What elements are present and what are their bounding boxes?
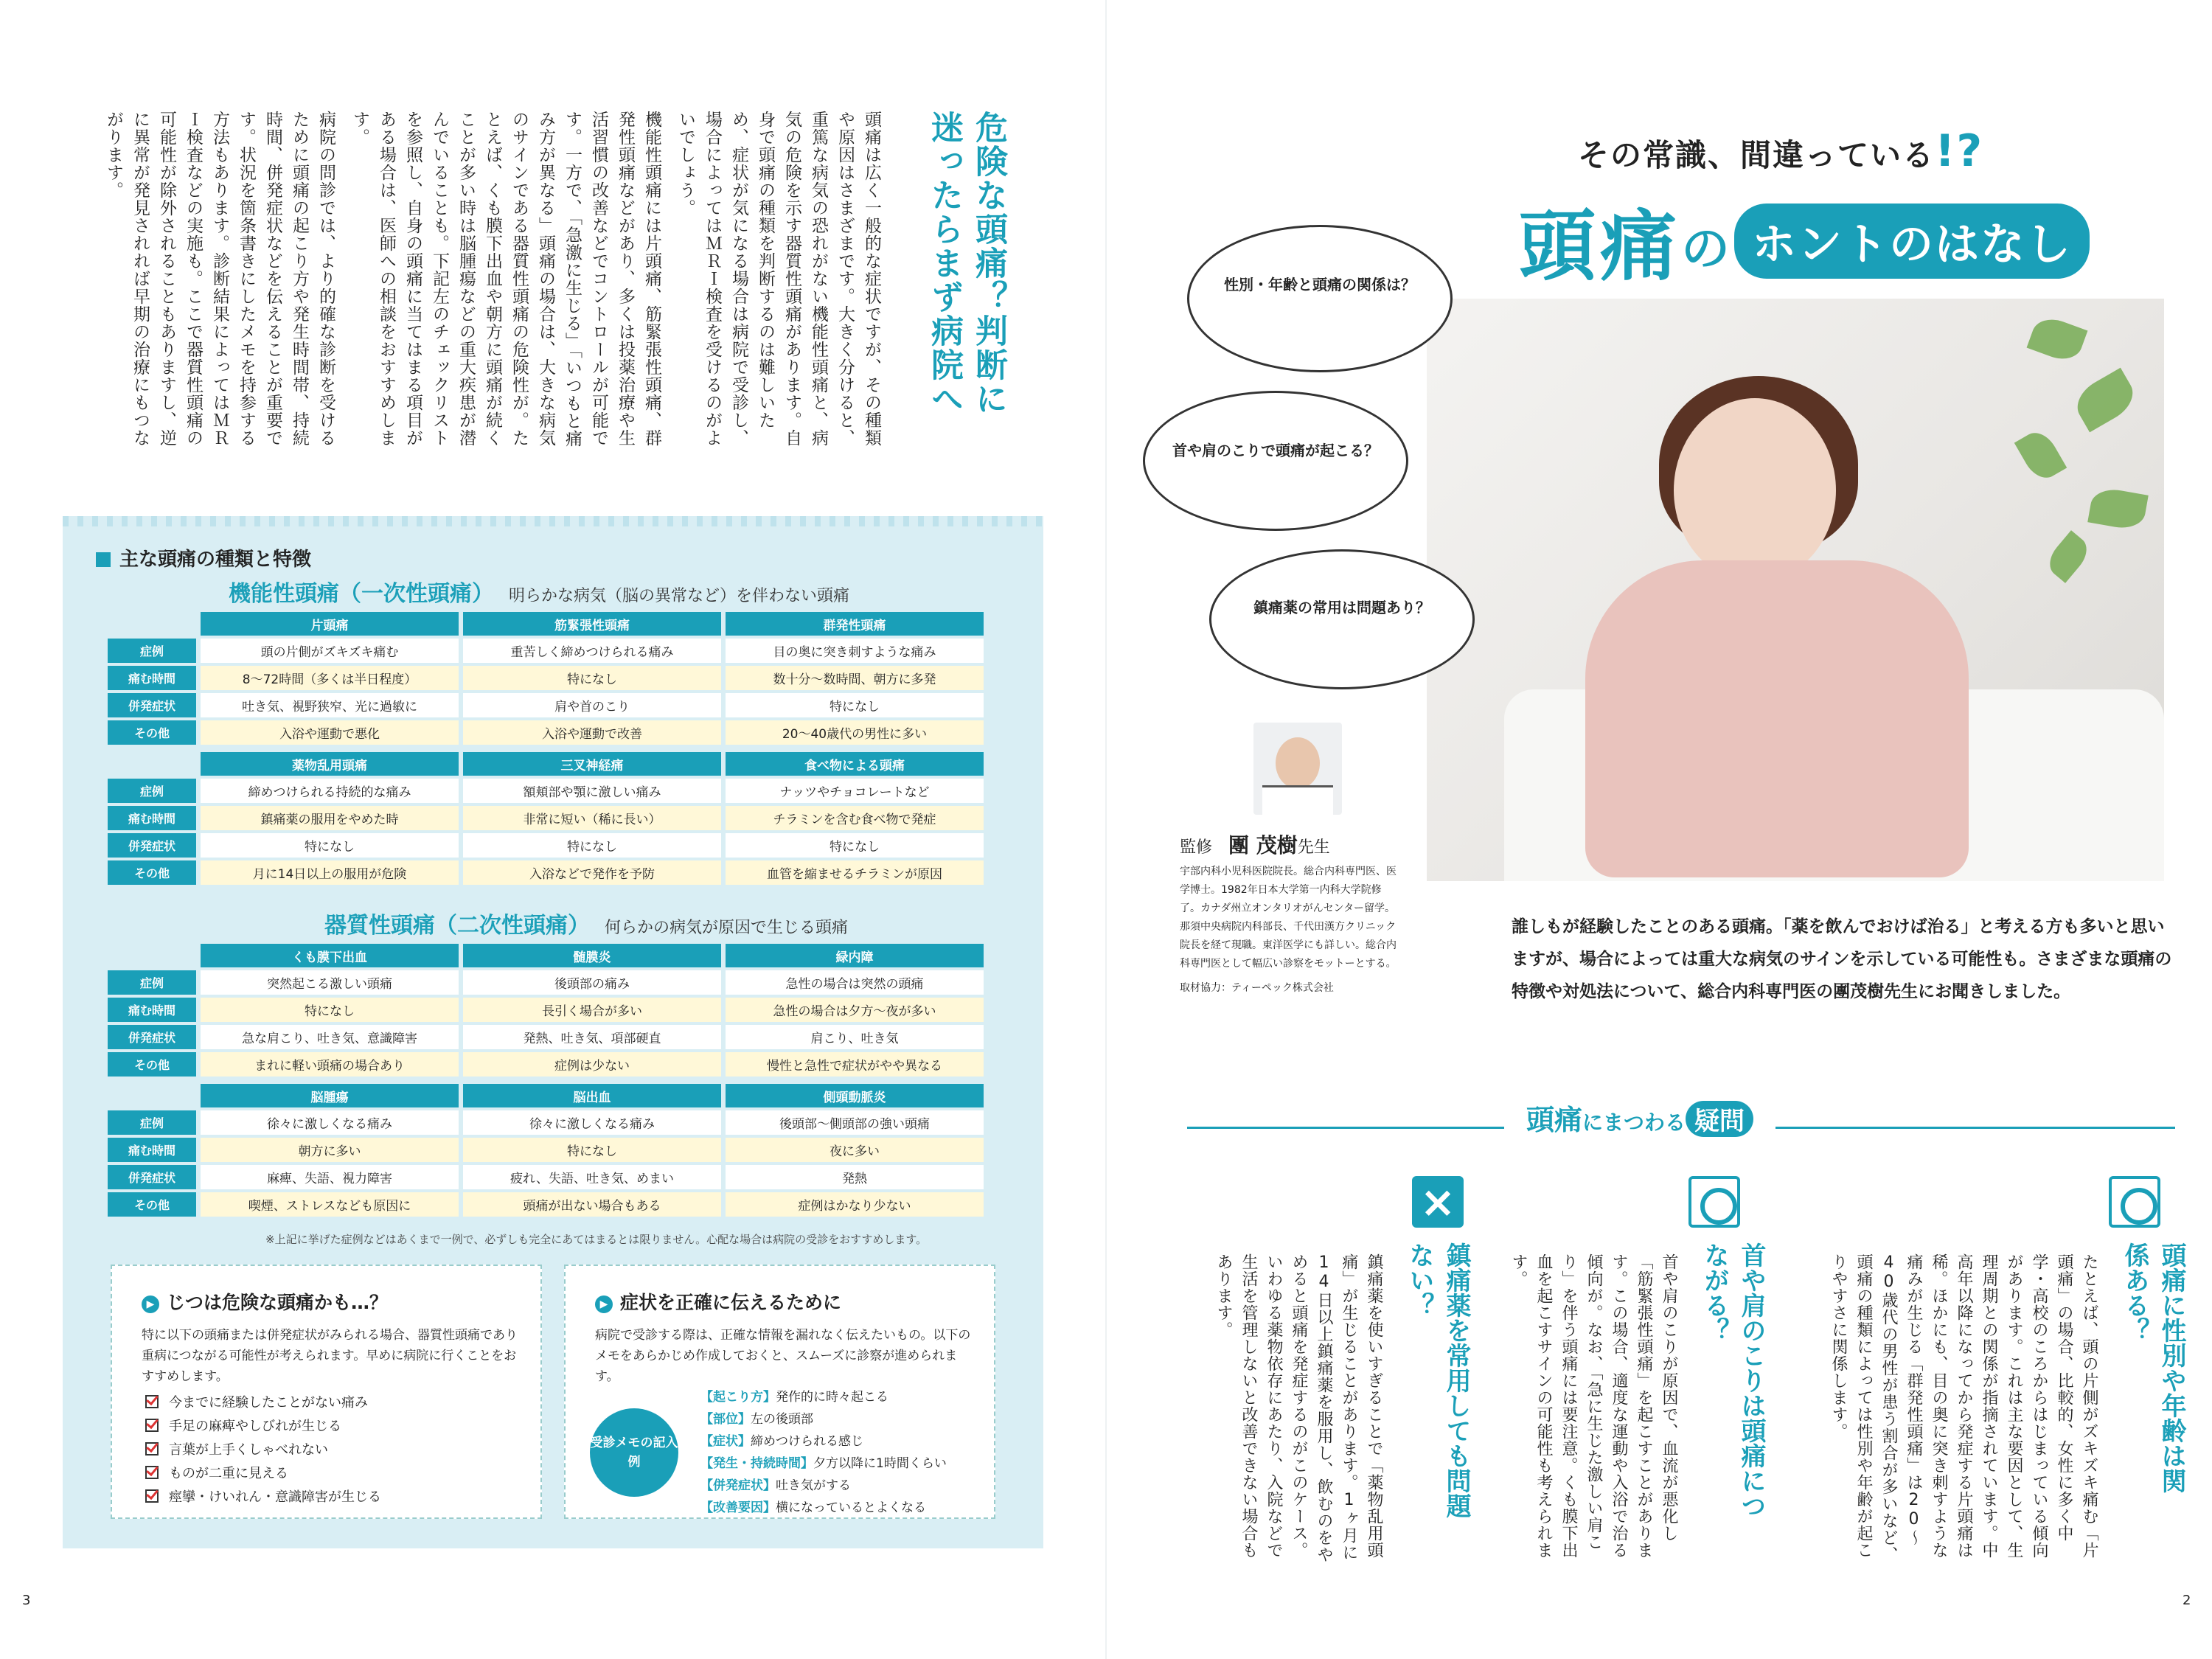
table-cell: 喫煙、ストレスなども原因に	[201, 1192, 459, 1217]
column-header: 側頭動脈炎	[726, 1084, 984, 1107]
table-cell: 非常に短い（稀に長い）	[463, 806, 721, 830]
cross-mark-icon: ×	[1412, 1176, 1464, 1228]
box-text: 病院で受診する際は、正確な情報を漏れなく伝えたいもの。以下のメモをあらかじめ作成しておくと、スムーズに診察が進められます。	[595, 1328, 971, 1384]
circle-mark-icon	[2109, 1176, 2160, 1228]
checklist-item: 痙攣・けいれん・意識障害が生じる	[145, 1486, 540, 1509]
row-label: 痛む時間	[108, 806, 196, 830]
leaf-shape	[2070, 368, 2141, 433]
table-cell: 症例は少ない	[463, 1052, 721, 1077]
q2-text: 首や肩のこりが原因で、血流が悪化し「筋緊張性頭痛」を起こすことがあります。この場合、適度な運動や入浴で治る傾向が。なお、「急に生じた激しい肩こり」を伴う頭痛には要注意。くも膜下出血を起こすサインの可能性も考えられます。	[1509, 1253, 1678, 1559]
table-cell: 特になし	[726, 833, 984, 858]
q3-text: 鎮痛薬を使いすぎることで「薬物乱用頭痛」が生じることがあります。1ヶ月に14日以上鎮痛薬を服用し、飲むのをやめると頭痛を発症するのがこのケース。いわゆる薬物依存にあたり、入院などで生活を管理しないと改善できない場合もあります。	[1214, 1253, 1383, 1563]
organic-subtitle: 何らかの病気が原因で生じる頭痛	[605, 919, 849, 937]
kicker: その常識、間違っている!?	[1578, 125, 1984, 177]
table-row	[108, 1110, 984, 1135]
checkbox-checked-icon	[145, 1489, 159, 1503]
table-row	[108, 833, 984, 858]
table-header-row	[108, 944, 984, 967]
table-cell: 急性の場合は突然の頭痛	[726, 970, 984, 995]
column-header: くも膜下出血	[201, 944, 459, 967]
table-cell: 夜に多い	[726, 1138, 984, 1162]
circle-mark-icon	[1688, 1176, 1740, 1228]
memo-item: 【改善要因】横になっているとよくなる	[700, 1500, 926, 1515]
table-row	[108, 779, 984, 803]
checklist-item: 今までに経験したことがない痛み	[145, 1391, 540, 1415]
row-label: その他	[108, 720, 196, 745]
interrobang-mark: !?	[1935, 125, 1984, 177]
table-cell: 徐々に激しくなる痛み	[463, 1110, 721, 1135]
thought-cloud: 鎮痛薬の常用は問題あり？	[1209, 549, 1475, 689]
row-label: 痛む時間	[108, 666, 196, 690]
column-header: 三叉神経痛	[463, 752, 721, 776]
credit: 取材協力：ティーペック株式会社	[1180, 982, 1334, 994]
organic-title: 器質性頭痛（二次性頭痛） 何らかの病気が原因で生じる頭痛	[324, 913, 849, 939]
table-cell: まれに軽い頭痛の場合あり	[201, 1052, 459, 1077]
panel-title: 主な頭痛の種類と特徴	[96, 544, 311, 571]
table-header-row	[108, 752, 984, 776]
table-cell: 疲れ、失語、吐き気、めまい	[463, 1165, 721, 1189]
column-header: 食べ物による頭痛	[726, 752, 984, 776]
table-cell: 月に14日以上の服用が危険	[201, 860, 459, 885]
table-cell: 慢性と急性で症状がやや異なる	[726, 1052, 984, 1077]
page-number-right: 2	[2183, 1593, 2191, 1608]
table-row	[108, 1192, 984, 1217]
table-cell: 症例はかなり少ない	[726, 1192, 984, 1217]
checkbox-checked-icon	[145, 1466, 159, 1479]
row-label: 併発症状	[108, 1165, 196, 1189]
thought-cloud: 首や肩のこりで頭痛が起こる？	[1143, 391, 1408, 531]
table-cell: 特になし	[726, 693, 984, 717]
table-cell: 頭の片側がズキズキ痛む	[201, 639, 459, 663]
table-cell: 特になし	[463, 1138, 721, 1162]
table-cell: 特になし	[201, 998, 459, 1022]
column-header: 脳腫瘍	[201, 1084, 459, 1107]
doctor-face-shape	[1276, 737, 1320, 789]
table-header-row	[108, 1084, 984, 1107]
table-cell: 鎮痛薬の服用をやめた時	[201, 806, 459, 830]
row-label: その他	[108, 1192, 196, 1217]
table-cell: 頭痛が出ない場合もある	[463, 1192, 721, 1217]
column-header: 脳出血	[463, 1084, 721, 1107]
row-label: 痛む時間	[108, 998, 196, 1022]
table-row	[108, 693, 984, 717]
row-label: 併発症状	[108, 833, 196, 858]
organic-table-2	[103, 1081, 988, 1220]
table-cell: 吐き気、視野狭窄、光に過敏に	[201, 693, 459, 717]
header-spacer	[108, 752, 196, 776]
table-cell: 急な肩こり、吐き気、意識障害	[201, 1025, 459, 1049]
column-header: 薬物乱用頭痛	[201, 752, 459, 776]
page-title: 頭痛の ホントのはなし	[1519, 184, 2090, 295]
table-cell: チラミンを含む食べ物で発症	[726, 806, 984, 830]
page-number-left: 3	[22, 1593, 31, 1608]
table-row	[108, 1052, 984, 1077]
row-label: 併発症状	[108, 693, 196, 717]
spread-gutter	[1105, 0, 1107, 1659]
row-label: 併発症状	[108, 1025, 196, 1049]
title-pill: ホントのはなし	[1734, 204, 2090, 279]
q1-heading: 頭痛に性別や年齢は関係ある？	[2120, 1242, 2186, 1493]
table-row	[108, 860, 984, 885]
leaf-shape	[2042, 530, 2093, 583]
table-cell: 特になし	[201, 833, 459, 858]
square-bullet-icon	[96, 552, 111, 567]
table-cell: 特になし	[463, 666, 721, 690]
checkbox-checked-icon	[145, 1442, 159, 1455]
table-row	[108, 720, 984, 745]
table-cell: 特になし	[463, 833, 721, 858]
checklist	[145, 1391, 540, 1509]
header-spacer	[108, 1084, 196, 1107]
table-cell: 急性の場合は夕方〜夜が多い	[726, 998, 984, 1022]
table-cell: 麻痺、失語、視力障害	[201, 1165, 459, 1189]
article-paragraph: 頭痛は広く一般的な症状ですが、その種類や原因はさまざまです。大きく分けると、重篤な病気の恐れがない機能性頭痛と、病気の危険を示す器質性頭痛があります。自身で頭痛の種類を判断するのは難しいため、症状が気になる場合は病院で受診し、場合によってはＭＲＩ検査を受けるのがよいでしょう。	[676, 111, 881, 447]
memo-item: 【発生・持続時間】夕方以降に1時間くらい	[700, 1456, 947, 1471]
row-label: その他	[108, 1052, 196, 1077]
memo-item: 【部位】左の後頭部	[700, 1412, 813, 1427]
header-spacer	[108, 944, 196, 967]
woman-sweater-shape	[1585, 560, 1969, 877]
table-cell: 発熱	[726, 1165, 984, 1189]
table-cell: 8〜72時間（多くは半日程度）	[201, 666, 459, 690]
box-text: 特に以下の頭痛または併発症状がみられる場合、器質性頭痛であり重病につながる可能性が考えられます。早めに病院に行くことをおすすめします。	[142, 1328, 518, 1384]
row-label: 症例	[108, 779, 196, 803]
table-note: ※上記に挙げた症例などはあくまで一例で、必ずしも完全にあてはまるとは限りません。心配な場合は病院の受診をおすすめします。	[265, 1233, 928, 1246]
panel-top-border	[63, 516, 1043, 526]
column-header: 髄膜炎	[463, 944, 721, 967]
organic-table-1	[103, 941, 988, 1079]
table-cell: 額頬部や顎に激しい痛み	[463, 779, 721, 803]
checkbox-checked-icon	[145, 1395, 159, 1408]
supervisor: 監修 團 茂樹先生	[1180, 833, 1330, 858]
functional-title: 機能性頭痛（一次性頭痛） 明らかな病気（脳の異常など）を伴わない頭痛	[229, 581, 850, 607]
leaf-shape	[2014, 426, 2067, 484]
leaf-shape	[2027, 313, 2088, 366]
article-heading: 危険な頭痛？判断に迷ったらまず病院へ	[925, 111, 1007, 416]
table-cell: 入浴や運動で改善	[463, 720, 721, 745]
column-header: 群発性頭痛	[726, 612, 984, 636]
row-label: 症例	[108, 970, 196, 995]
table-row	[108, 666, 984, 690]
leaf-shape	[2087, 486, 2149, 532]
article-paragraph: 機能性頭痛には片頭痛、筋緊張性頭痛、群発性頭痛などがあり、多くは投薬治療や生活習慣の改善などでコントロールが可能です。一方で、「急激に生じる」「いつもと痛み方が異なる」頭痛の場合は、大きな病気のサインである器質性頭痛の危険性が。たとえば、くも膜下出血や朝方に頭痛が続くことが多い時は脳腫瘍などの重大疾患が潜んでいることも。下記左のチェックリストを参照し、自身の頭痛に当てはまる項目がある場合は、医師への相談をおすすめします。	[350, 111, 661, 448]
table-row	[108, 1138, 984, 1162]
table-cell: 肩や首のこり	[463, 693, 721, 717]
checkbox-checked-icon	[145, 1419, 159, 1432]
woman-face-shape	[1674, 398, 1836, 582]
table-cell: 目の奥に突き刺すような痛み	[726, 639, 984, 663]
memo-item: 【症状】締めつけられる感じ	[700, 1434, 863, 1449]
column-header: 緑内障	[726, 944, 984, 967]
row-label: 痛む時間	[108, 1138, 196, 1162]
play-circle-icon: ▶	[595, 1295, 613, 1313]
table-row	[108, 970, 984, 995]
table-cell: 肩こり、吐き気	[726, 1025, 984, 1049]
table-cell: 長引く場合が多い	[463, 998, 721, 1022]
table-row	[108, 1025, 984, 1049]
table-cell: 発熱、吐き気、項部硬直	[463, 1025, 721, 1049]
section-title: 頭痛にまつわる 疑問	[1504, 1097, 1775, 1138]
table-cell: 突然起こる激しい頭痛	[201, 970, 459, 995]
row-label: 症例	[108, 639, 196, 663]
table-cell: 血管を縮ませるチラミンが原因	[726, 860, 984, 885]
table-cell: 後頭部の痛み	[463, 970, 721, 995]
row-label: その他	[108, 860, 196, 885]
table-cell: 20〜40歳代の男性に多い	[726, 720, 984, 745]
table-row	[108, 639, 984, 663]
memo-list	[700, 1386, 947, 1519]
functional-table-2	[103, 749, 988, 888]
q2-heading: 首や肩のこりは頭痛につながる？	[1700, 1242, 1766, 1518]
thought-cloud: 性別・年齢と頭痛の関係は？	[1187, 225, 1453, 372]
play-circle-icon: ▶	[142, 1295, 159, 1313]
header-spacer	[108, 612, 196, 636]
table-cell: 重苦しく締めつけられる痛み	[463, 639, 721, 663]
article-paragraph: 病院の問診では、より的確な診断を受けるために頭痛の起こり方や発生時間帯、持続時間、併発症状などを伝えることが重要です。状況を箇条書きにしたメモを持参する方法もあります。診断結果によってはＭＲＩ検査などの実施も。ここで器質性頭痛の可能性が除外されることもありますし、逆に異常が発見されれば早期の治療にもつながります。	[104, 111, 335, 447]
q1-text: たとえば、頭の片側がズキズキ痛む「片頭痛」の場合、比較的、女性に多く中学・高校のころからはじまっている傾向があります。これは主な要因として、生理周期との関係が指摘されています。中高年以降になってから発症する片頭痛は稀。ほかにも、目の奥に突き刺すような痛みが生じる「群発性頭痛」は20〜40歳代の男性が患う割合が多いなど、頭痛の種類によっては性別や年齢が起こりやすさに関係します。	[1829, 1253, 2098, 1563]
lead-text: 誰しもが経験したことのある頭痛。「薬を飲んでおけば治る」と考える方も多いと思いますが、場合によっては重大な病気のサインを示している可能性も。さまざまな頭痛の特徴や対処法について、総合内科専門医の團茂樹先生にお聞きしました。	[1512, 917, 2172, 1001]
table-cell: 入浴などで発作を予防	[463, 860, 721, 885]
table-header-row	[108, 612, 984, 636]
table-row	[108, 806, 984, 830]
table-row	[108, 1165, 984, 1189]
danger-headache-box	[111, 1265, 542, 1519]
memo-item: 【併発症状】吐き気がする	[700, 1478, 851, 1493]
checklist-item: 手足の麻痺やしびれが生じる	[145, 1415, 540, 1439]
table-cell: 入浴や運動で悪化	[201, 720, 459, 745]
supervisor-bio: 宇部内科小児科医院院長。総合内科専門医、医学博士。1982年日本大学第一内科大学院修了。カナダ州立オンタリオがんセンター留学。那須中央病院内科部長、千代田漢方クリニック院長を経て現職。東洋医学にも詳しい。総合内科専門医として幅広い診察をモットーとする。 取材協力：ティーペック株式会社	[1180, 863, 1401, 998]
functional-table-1	[103, 609, 988, 748]
table-cell: 徐々に激しくなる痛み	[201, 1110, 459, 1135]
table-cell: 締めつけられる持続的な痛み	[201, 779, 459, 803]
doctor-coat-shape	[1262, 785, 1333, 815]
table-row	[108, 998, 984, 1022]
memo-example-badge: 受診メモの記入例	[590, 1408, 678, 1497]
table-cell: 数十分〜数時間、朝方に多発	[726, 666, 984, 690]
column-header: 片頭痛	[201, 612, 459, 636]
row-label: 症例	[108, 1110, 196, 1135]
functional-subtitle: 明らかな病気（脳の異常など）を伴わない頭痛	[509, 587, 850, 605]
checklist-item: ものが二重に見える	[145, 1462, 540, 1486]
table-cell: ナッツやチョコレートなど	[726, 779, 984, 803]
q3-heading: 鎮痛薬を常用しても問題ない？	[1405, 1242, 1471, 1518]
article-body	[52, 111, 885, 457]
box-title: ▶ じつは危険な頭痛かも…？	[142, 1288, 540, 1315]
box-title: ▶ 症状を正確に伝えるために	[595, 1288, 994, 1315]
table-cell: 朝方に多い	[201, 1138, 459, 1162]
table-cell: 後頭部〜側頭部の強い頭痛	[726, 1110, 984, 1135]
memo-item: 【起こり方】発作的に時々起こる	[700, 1390, 888, 1405]
checklist-item: 言葉が上手くしゃべれない	[145, 1439, 540, 1462]
column-header: 筋緊張性頭痛	[463, 612, 721, 636]
